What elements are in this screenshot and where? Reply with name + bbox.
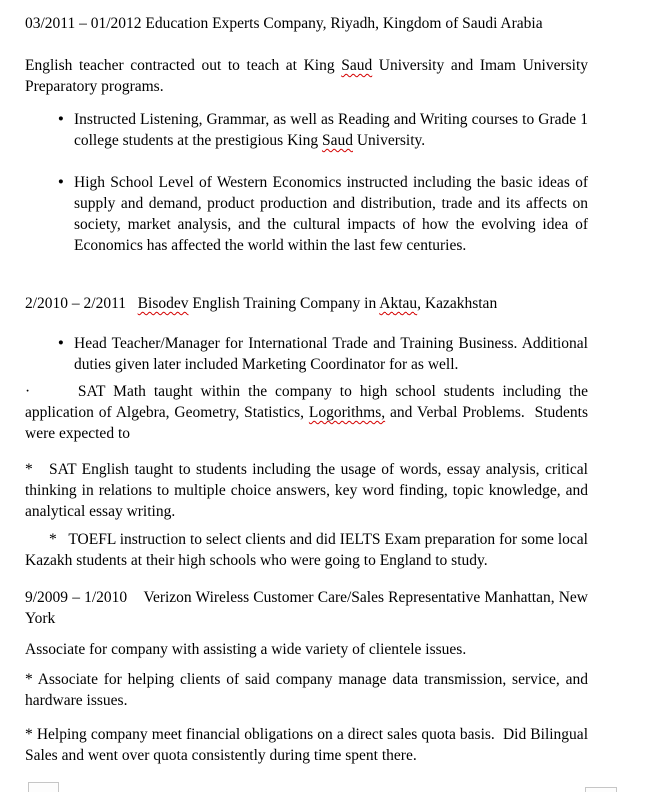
job2-sat-math [25,381,592,444]
job1-bullet-1 [25,109,592,151]
misspelled-word: Logorithms, [308,404,386,421]
page-boundary-mark-left [28,782,59,792]
bullet-icon: ● [58,338,64,348]
job2-sat-english [25,459,592,522]
text-run: English teacher contracted out to teach at King [25,57,342,74]
job3-summary [25,639,588,660]
misspelled-word: Saud [341,57,373,74]
job3-star-1 [25,669,592,711]
text-run: · SAT Math taught within the company to high school students including the application of Algebra, Geometry, Statistics, [25,383,592,421]
text-run: * Helping company meet financial obligations on a direct sales quota basis. Did Bilingual Sales and went over quota consistently during time spent there. [25,726,592,764]
misspelled-word: Saud [321,132,353,149]
text-run: 2/2010 – 2/2011 [25,295,138,312]
text-run: * TOEFL instruction to select clients and did IELTS Exam preparation for some local Kazakh students at their high schools who were going to England to study. [25,531,592,569]
text-run: Instructed Listening, Grammar, as well as Reading and Writing courses to Grade 1 college students at the prestigious King [74,111,592,149]
job2-toefl [25,529,592,571]
job1-summary [25,55,592,97]
text-run: High School Level of Western Economics instructed including the basic ideas of supply and demand, product production and distribution, trade and its affects on society, market analysis, and the cultural impacts of how the evolving idea of Economics has affected the world within the last few centuries. [74,174,592,254]
job1-bullet-2 [25,172,592,256]
bullet-icon: ● [58,114,64,124]
text-run: Associate for company with assisting a wide variety of clientele issues. [25,641,467,658]
text-run: Head Teacher/Manager for International Trade and Training Business. Additional duties given later included Marketing Coordinator for as well. [74,335,592,373]
misspelled-word: Aktau [379,295,418,312]
text-run: University. [352,132,426,149]
text-run: 9/2009 – 1/2010 Verizon Wireless Customer Care/Sales Representative Manhattan, New York [25,589,592,627]
text-run: * SAT English taught to students including the usage of words, essay analysis, critical thinking in relations to multiple choice answers, key word finding, topic knowledge, and analytical essay writing. [25,461,592,520]
job2-bullet-1 [25,333,592,375]
text-run: * Associate for helping clients of said company manage data transmission, service, and hardware issues. [25,671,592,709]
job2-heading [25,293,588,314]
job3-heading [25,587,592,629]
text-run: , Kazakhstan [417,295,498,312]
text-run: University and Imam University Preparatory programs. [25,57,592,95]
text-run: and Verbal Problems. Students were expected to [25,404,592,442]
page-boundary-mark-right [585,787,617,792]
resume-body [25,13,592,766]
text-run: 03/2011 – 01/2012 Education Experts Company, Riyadh, Kingdom of Saudi Arabia [25,15,543,32]
job1-heading [25,13,588,34]
misspelled-word: Bisodev [137,295,189,312]
bullet-icon: ● [58,177,64,187]
text-run: English Training Company in [188,295,380,312]
job3-star-2 [25,724,592,766]
